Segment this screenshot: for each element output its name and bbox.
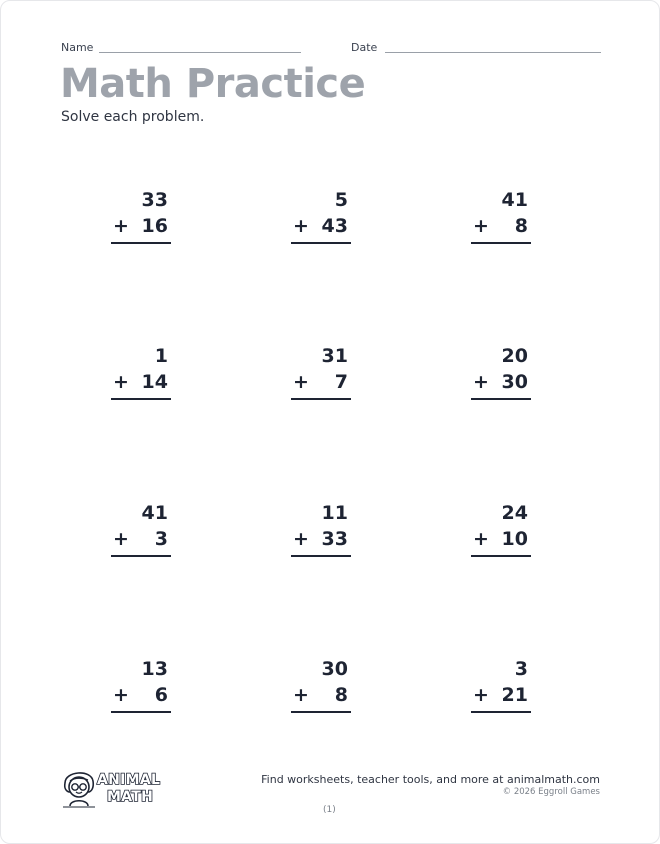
problem: [111, 658, 171, 714]
problem: [291, 345, 351, 401]
addend-bottom: 43: [321, 215, 348, 237]
answer-line: [291, 242, 351, 244]
plus-sign: +: [473, 371, 489, 393]
plus-sign: +: [293, 215, 309, 237]
logo-line-1: ANIMAL: [97, 772, 161, 788]
footer-tagline-link[interactable]: Find worksheets, teacher tools, and more at animalmath.com: [261, 773, 600, 786]
addend-top: 1: [154, 345, 168, 367]
answer-line: [471, 555, 531, 557]
addend-top: 13: [141, 658, 168, 680]
addend-bottom: 8: [514, 215, 528, 237]
page-number: (1): [323, 805, 336, 815]
addend-bottom: 8: [334, 684, 348, 706]
answer-line: [291, 555, 351, 557]
plus-sign: +: [473, 684, 489, 706]
problem: [471, 189, 531, 245]
problem: [471, 502, 531, 558]
addend-bottom: 30: [501, 371, 528, 393]
addend-top: 30: [321, 658, 348, 680]
girl-with-glasses-mascot-icon: [59, 765, 171, 809]
answer-line: [111, 398, 171, 400]
problem: [291, 502, 351, 558]
plus-sign: +: [293, 684, 309, 706]
instructions: Solve each problem.: [61, 109, 205, 125]
answer-line: [111, 242, 171, 244]
problem: [111, 189, 171, 245]
date-field-line[interactable]: [385, 52, 601, 53]
name-field-line[interactable]: [99, 52, 301, 53]
plus-sign: +: [113, 528, 129, 550]
plus-sign: +: [293, 371, 309, 393]
addend-bottom: 7: [334, 371, 348, 393]
answer-line: [471, 242, 531, 244]
animal-math-logo[interactable]: [59, 765, 171, 809]
problem: [471, 658, 531, 714]
addend-top: 5: [334, 189, 348, 211]
problem: [291, 658, 351, 714]
addend-top: 11: [321, 502, 348, 524]
plus-sign: +: [473, 215, 489, 237]
problem: [471, 345, 531, 401]
plus-sign: +: [113, 684, 129, 706]
name-label: Name: [61, 41, 94, 54]
worksheet-title: Math Practice: [60, 61, 366, 107]
addend-bottom: 3: [154, 528, 168, 550]
addend-top: 3: [514, 658, 528, 680]
date-label: Date: [351, 41, 378, 54]
plus-sign: +: [293, 528, 309, 550]
addend-bottom: 14: [141, 371, 168, 393]
answer-line: [291, 711, 351, 713]
copyright: © 2026 Eggroll Games: [502, 787, 600, 797]
addend-bottom: 21: [501, 684, 528, 706]
plus-sign: +: [473, 528, 489, 550]
addend-bottom: 33: [321, 528, 348, 550]
plus-sign: +: [113, 371, 129, 393]
answer-line: [111, 711, 171, 713]
answer-line: [471, 711, 531, 713]
addend-top: 41: [141, 502, 168, 524]
addend-bottom: 16: [141, 215, 168, 237]
logo-line-2: MATH: [107, 789, 154, 805]
problem: [111, 502, 171, 558]
problem: [111, 345, 171, 401]
answer-line: [471, 398, 531, 400]
addend-top: 24: [501, 502, 528, 524]
addend-top: 31: [321, 345, 348, 367]
answer-line: [291, 398, 351, 400]
plus-sign: +: [113, 215, 129, 237]
addend-top: 41: [501, 189, 528, 211]
addend-top: 33: [141, 189, 168, 211]
addend-bottom: 10: [501, 528, 528, 550]
addend-top: 20: [501, 345, 528, 367]
addend-bottom: 6: [154, 684, 168, 706]
problem: [291, 189, 351, 245]
answer-line: [111, 555, 171, 557]
